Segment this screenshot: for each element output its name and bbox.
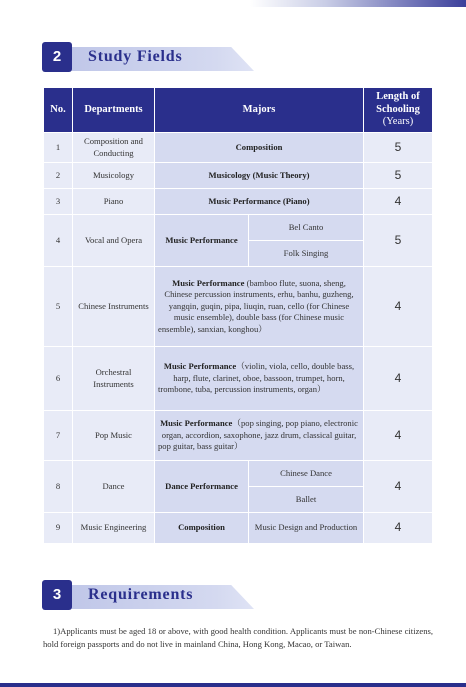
section-header-requirements: [42, 580, 232, 608]
row-major-detail: （pop singing, pop piano, electronic organ, accordion, saxophone, jazz drum, classical guitar, pop guitar, bass guitar）: [158, 418, 358, 452]
table-row: [44, 189, 433, 215]
row-major: Music Performance (Piano): [155, 189, 364, 215]
row-years: 5: [364, 215, 433, 267]
row-sub-major: Bel Canto: [249, 215, 364, 241]
study-fields-table: [43, 87, 433, 544]
header-departments: Departments: [73, 88, 155, 133]
requirement-item-1: [43, 625, 433, 652]
row-major: Dance Performance: [155, 461, 249, 513]
table-row: [44, 215, 433, 241]
row-major-bold: Music Performance: [163, 361, 237, 372]
header-majors: Majors: [155, 88, 364, 133]
row-years: 4: [364, 411, 433, 461]
top-decorative-bar: [250, 0, 466, 7]
row-major-description: [155, 347, 364, 411]
table-row: [44, 411, 433, 461]
row-major: Composition: [155, 133, 364, 163]
row-no: 2: [44, 163, 73, 189]
row-department: Music Engineering: [73, 513, 155, 544]
row-major: Composition: [155, 513, 249, 544]
row-no: 7: [44, 411, 73, 461]
section-title: Requirements: [88, 586, 194, 603]
row-years: 5: [364, 133, 433, 163]
table-header-row: [44, 88, 433, 133]
table-row: [44, 163, 433, 189]
section-header-study-fields: [42, 42, 232, 70]
row-department: Composition and Conducting: [73, 133, 155, 163]
row-no: 1: [44, 133, 73, 163]
row-no: 9: [44, 513, 73, 544]
row-department: Musicology: [73, 163, 155, 189]
row-years: 4: [364, 267, 433, 347]
row-years: 4: [364, 347, 433, 411]
row-no: 4: [44, 215, 73, 267]
header-length-line3: (Years): [382, 116, 414, 128]
row-sub-major: Folk Singing: [249, 241, 364, 267]
row-department: Piano: [73, 189, 155, 215]
section-number-badge: 3: [42, 580, 72, 610]
row-years: 4: [364, 461, 433, 513]
section-number-badge: 2: [42, 42, 72, 72]
header-no: No.: [44, 88, 73, 133]
row-major-description: [155, 411, 364, 461]
row-major-description: [155, 267, 364, 347]
row-no: 6: [44, 347, 73, 411]
row-sub-major: Music Design and Production: [249, 513, 364, 544]
row-years: 4: [364, 513, 433, 544]
section-title: Study Fields: [88, 48, 183, 65]
row-years: 4: [364, 189, 433, 215]
row-no: 8: [44, 461, 73, 513]
table-row: [44, 133, 433, 163]
row-major-detail: （violin, viola, cello, double bass, harp, flute, clarinet, oboe, bassoon, trumpet, horn, trombone, tuba, percussion instruments, organ）: [158, 361, 355, 395]
row-major: Music Performance: [155, 215, 249, 267]
row-department: Vocal and Opera: [73, 215, 155, 267]
table-row: [44, 461, 433, 487]
row-years: 5: [364, 163, 433, 189]
row-sub-major: Chinese Dance: [249, 461, 364, 487]
table-row: [44, 513, 433, 544]
row-department: Pop Music: [73, 411, 155, 461]
header-length: [364, 88, 433, 133]
row-major-bold: Music Performance: [172, 278, 245, 289]
row-department: Dance: [73, 461, 155, 513]
table-row: [44, 347, 433, 411]
header-length-line1: Length of: [376, 91, 420, 103]
table-row: [44, 267, 433, 347]
header-length-line2: Schooling: [376, 103, 420, 115]
row-department: Orchestral Instruments: [73, 347, 155, 411]
row-major-detail: (bamboo flute, suona, sheng, Chinese percussion instruments, erhu, banhu, guzheng, yangqin, guqin, pipa, liuqin, ruan, cello (for Chinese music ensemble), double bass (for Chinese music ensemble), sanxian, konghou）: [158, 278, 354, 334]
requirement-item-1-text: 1)Applicants must be aged 18 or above, with good health condition. Applicants must be non-Chinese citizens, hold foreign passports and do not live in mainland China, Hong Kong, Macao, or Taiwan.: [43, 626, 433, 650]
row-major: Musicology (Music Theory): [155, 163, 364, 189]
row-no: 3: [44, 189, 73, 215]
row-no: 5: [44, 267, 73, 347]
row-sub-major: Ballet: [249, 487, 364, 513]
bottom-decorative-bar: [0, 683, 466, 687]
row-major-bold: Music Performance: [160, 418, 233, 429]
row-department: Chinese Instruments: [73, 267, 155, 347]
